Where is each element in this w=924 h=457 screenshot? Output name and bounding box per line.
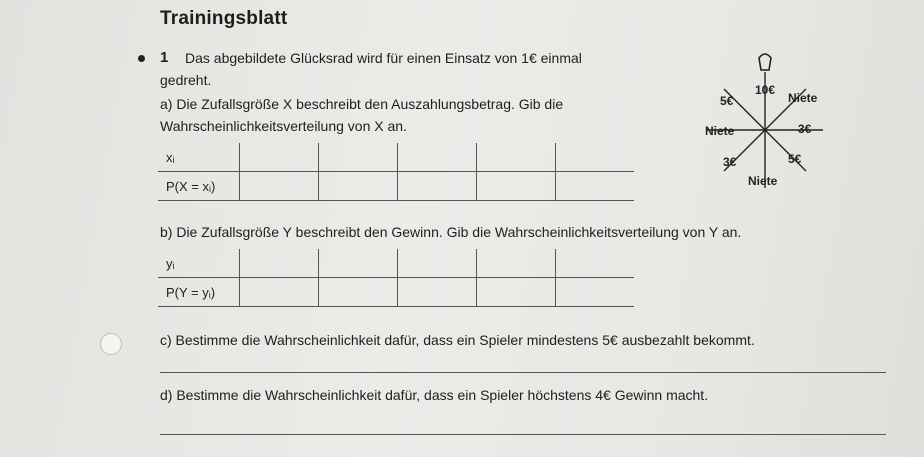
table-row xyxy=(158,172,634,201)
segment-label: Niete xyxy=(748,174,778,188)
table-cell[interactable] xyxy=(319,143,398,172)
table-cell[interactable] xyxy=(556,143,635,172)
table-cell[interactable] xyxy=(398,172,477,201)
row-label-px: P(X = xᵢ) xyxy=(158,172,240,201)
table-cell[interactable] xyxy=(398,278,477,307)
table-cell[interactable] xyxy=(477,143,556,172)
table-cell[interactable] xyxy=(240,278,319,307)
part-d-text: d) Bestimme die Wahrscheinlichkeit dafür, dass ein Spieler höchstens 4€ Gewinn macht. xyxy=(160,387,709,403)
segment-label: Niete xyxy=(788,91,818,105)
table-cell[interactable] xyxy=(319,249,398,278)
table-row xyxy=(158,143,634,172)
lucky-wheel xyxy=(690,50,840,190)
row-label-x: xᵢ xyxy=(158,143,240,172)
task-intro-line2: gedreht. xyxy=(160,72,212,88)
segment-label: 10€ xyxy=(755,83,776,97)
part-a-line1: a) Die Zufallsgröße X beschreibt den Auszahlungsbetrag. Gib die xyxy=(160,96,564,112)
table-row xyxy=(158,278,634,307)
segment-label: 3€ xyxy=(723,155,737,169)
distribution-table-x xyxy=(158,143,634,201)
segment-label: 5€ xyxy=(788,152,802,166)
row-label-py: P(Y = yᵢ) xyxy=(158,278,240,307)
page-title: Trainingsblatt xyxy=(160,8,288,29)
task-number: 1 xyxy=(160,49,169,66)
margin-circle xyxy=(100,333,122,355)
table-cell[interactable] xyxy=(556,249,635,278)
task-intro-line1: Das abgebildete Glücksrad wird für einen Einsatz von 1€ einmal xyxy=(185,50,582,66)
part-b-text: b) Die Zufallsgröße Y beschreibt den Gewinn. Gib die Wahrscheinlichkeitsverteilung von Y an. xyxy=(160,224,742,240)
bullet-dot xyxy=(138,55,145,62)
segment-label: 5€ xyxy=(720,94,734,108)
table-cell[interactable] xyxy=(319,278,398,307)
segment-label: Niete xyxy=(705,124,735,138)
part-c-text: c) Bestimme die Wahrscheinlichkeit dafür, dass ein Spieler mindestens 5€ ausbezahlt bekommt. xyxy=(160,332,755,348)
table-cell[interactable] xyxy=(477,172,556,201)
answer-line-d[interactable] xyxy=(160,434,886,435)
table-cell[interactable] xyxy=(398,143,477,172)
table-cell[interactable] xyxy=(319,172,398,201)
table-cell[interactable] xyxy=(477,249,556,278)
table-row xyxy=(158,249,634,278)
table-cell[interactable] xyxy=(240,143,319,172)
table-cell[interactable] xyxy=(477,278,556,307)
answer-line-c[interactable] xyxy=(160,372,886,373)
part-a-line2: Wahrscheinlichkeitsverteilung von X an. xyxy=(160,118,407,134)
row-label-y: yᵢ xyxy=(158,249,240,278)
pointer-arrow-icon xyxy=(759,54,771,70)
table-cell[interactable] xyxy=(398,249,477,278)
table-cell[interactable] xyxy=(240,249,319,278)
table-cell[interactable] xyxy=(556,278,635,307)
table-cell[interactable] xyxy=(240,172,319,201)
distribution-table-y xyxy=(158,249,634,307)
table-cell[interactable] xyxy=(556,172,635,201)
segment-label: 3€ xyxy=(798,122,812,136)
